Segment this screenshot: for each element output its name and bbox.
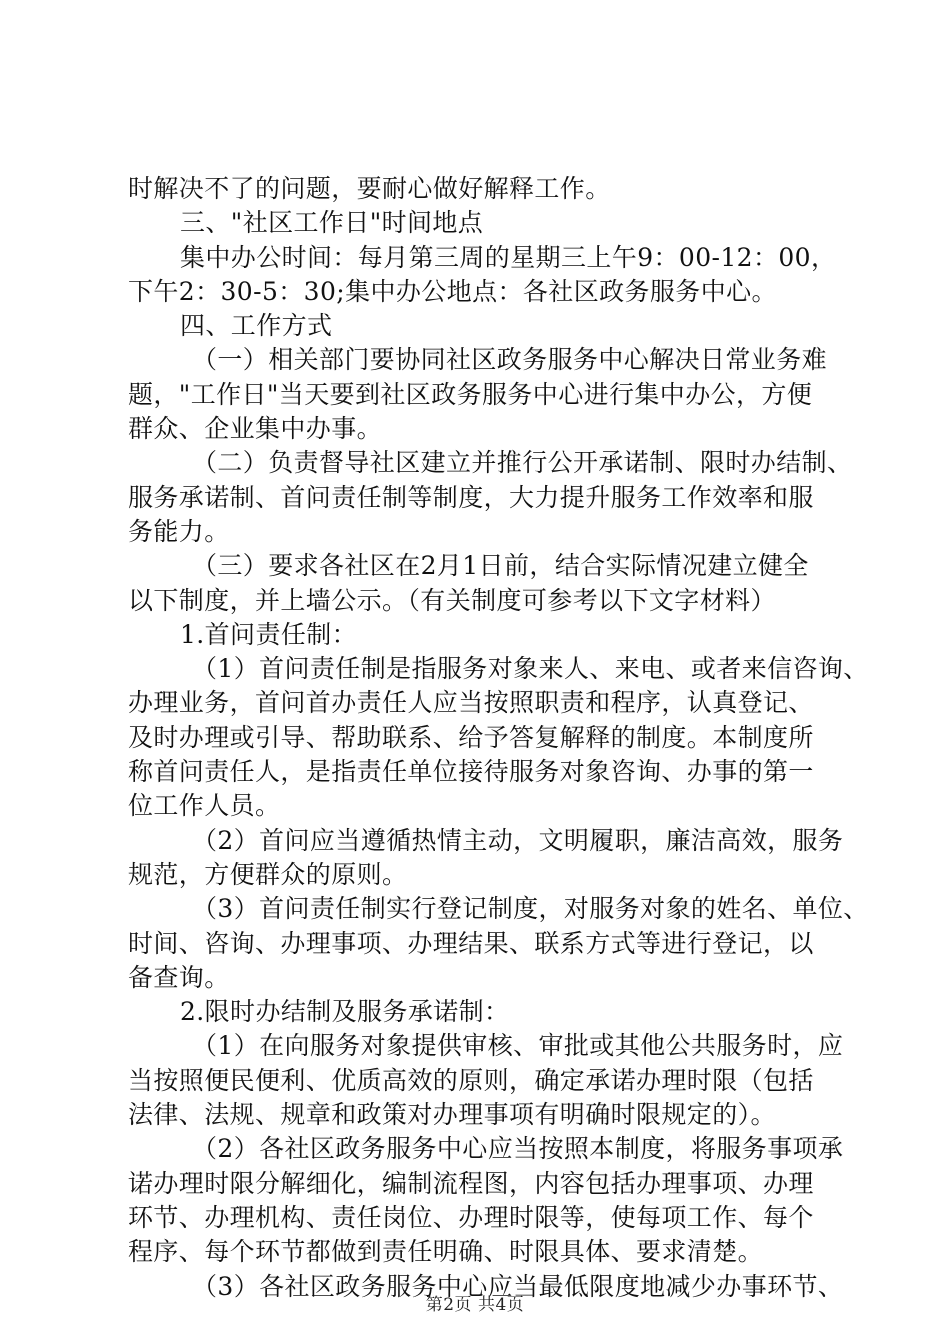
text-line: 备查询。 (128, 962, 230, 992)
text-line: 位工作人员。 (128, 791, 281, 821)
text-line: 服务承诺制、首问责任制等制度，大力提升服务工作效率和服 (128, 482, 814, 512)
document-body (128, 172, 869, 1304)
text-line: （三）要求各社区在2月1日前，结合实际情况建立健全 (192, 551, 809, 581)
text-line: 时解决不了的问题，要耐心做好解释工作。 (128, 174, 611, 203)
text-line: （1）首问责任制是指服务对象来人、来电、或者来信咨询、 (192, 654, 869, 684)
text-line: 规范，方便群众的原则。 (128, 859, 408, 889)
text-line: （3）各社区政务服务中心应当最低限度地减少办事环节、 (192, 1271, 844, 1301)
text-line: 程序、每个环节都做到责任明确、时限具体、要求清楚。 (128, 1237, 764, 1267)
text-line: （2）首问应当遵循热情主动，文明履职，廉洁高效，服务 (192, 825, 844, 855)
text-line: （1）在向服务对象提供审核、审批或其他公共服务时，应 (192, 1031, 844, 1061)
subsection-heading: 2.限时办结制及服务承诺制： (180, 997, 510, 1027)
text-line: 当按照便民便利、优质高效的原则，确定承诺办理时限（包括 (128, 1065, 814, 1095)
text-line: 时间、咨询、办理事项、办理结果、联系方式等进行登记，以 (128, 928, 814, 958)
page-number-footer: 第2页 共4页 (425, 1295, 525, 1315)
text-line: 法律、法规、规章和政策对办理事项有明确时限规定的）。 (128, 1100, 776, 1130)
text-line: 下午2：30-5：30;集中办公地点：各社区政务服务中心。 (128, 276, 777, 306)
text-line: 及时办理或引导、帮助联系、给予答复解释的制度。本制度所 (128, 722, 814, 752)
text-line: （2）各社区政务服务中心应当按照本制度，将服务事项承 (192, 1134, 844, 1164)
text-line: 环节、办理机构、责任岗位、办理时限等，使每项工作、每个 (128, 1202, 814, 1232)
text-line: （二）负责督导社区建立并推行公开承诺制、限时办结制、 (192, 448, 853, 478)
section-heading: 四、工作方式 (180, 311, 333, 341)
text-line: 集中办公时间：每月第三周的星期三上午9：00-12：00， (180, 242, 837, 272)
text-line: 办理业务，首问首办责任人应当按照职责和程序，认真登记、 (128, 688, 814, 718)
text-line: 题，"工作日"当天要到社区政务服务中心进行集中办公，方便 (128, 379, 813, 409)
text-line: （一）相关部门要协同社区政务服务中心解决日常业务难 (192, 345, 828, 375)
text-line: （3）首问责任制实行登记制度，对服务对象的姓名、单位、 (192, 894, 869, 924)
text-line: 务能力。 (128, 516, 230, 546)
text-line: 称首问责任人，是指责任单位接待服务对象咨询、办事的第一 (128, 757, 814, 787)
subsection-heading: 1.首问责任制： (180, 619, 358, 649)
section-heading: 三、"社区工作日"时间地点 (180, 208, 484, 238)
text-line: 以下制度，并上墙公示。（有关制度可参考以下文字材料） (128, 585, 776, 615)
text-line: 诺办理时限分解细化，编制流程图，内容包括办理事项、办理 (128, 1168, 814, 1198)
text-line: 群众、企业集中办事。 (128, 414, 383, 444)
